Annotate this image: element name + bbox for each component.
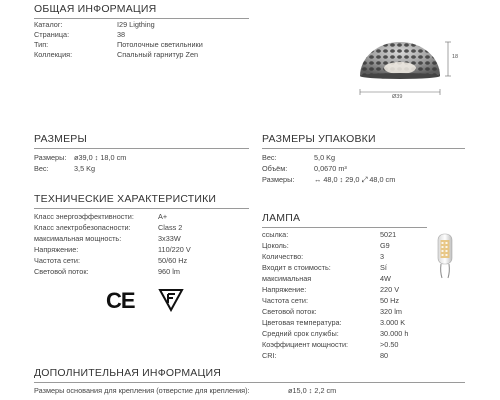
- lamp-label: ссылка:: [262, 230, 289, 239]
- lamp-value: 30.000 h: [380, 329, 409, 338]
- lamp-value: 3.000 K: [380, 318, 406, 327]
- lamp-value: Sí: [380, 263, 387, 272]
- bulb-image: [432, 232, 458, 284]
- packaging-label: Вес:: [262, 153, 277, 162]
- lamp-label: Средний срок службы:: [262, 329, 339, 338]
- technical-label: Класс электробезопасности:: [34, 223, 131, 232]
- lamp-label: Цветовая температура:: [262, 318, 342, 327]
- lamp-value: 3: [380, 252, 385, 261]
- dimensions-label: Размеры:: [34, 153, 67, 162]
- lamp-value: G9: [380, 241, 390, 250]
- dimensions-value: 3,5 Kg: [74, 164, 96, 173]
- general-label: Каталог:: [34, 20, 63, 29]
- ce-mark-icon: CE: [106, 288, 135, 313]
- lamp-divider: [262, 227, 427, 228]
- packaging-label: Объём:: [262, 164, 288, 173]
- technical-divider: [34, 208, 249, 209]
- general-divider: [34, 18, 249, 19]
- technical-label: Частота сети:: [34, 256, 80, 265]
- lamp-label: Частота сети:: [262, 296, 308, 305]
- packaging-value: 0,0670 m³: [314, 164, 347, 173]
- lamp-value: 80: [380, 351, 389, 360]
- lamp-value: 320 lm: [380, 307, 402, 316]
- lamp-label: максимальная: [262, 274, 312, 283]
- packaging-label: Размеры:: [262, 175, 295, 184]
- product-image: [340, 30, 460, 108]
- lamp-value: 4W: [380, 274, 391, 283]
- f-triangle-icon: [158, 288, 184, 312]
- height-dimension-label: 18: [452, 54, 459, 60]
- dimensions-label: Вес:: [34, 164, 49, 173]
- lamp-value: 220 V: [380, 285, 400, 294]
- lamp-value: 50 Hz: [380, 296, 400, 305]
- technical-title: ТЕХНИЧЕСКИЕ ХАРАКТЕРИСТИКИ: [34, 193, 217, 205]
- lamp-value: >0.50: [380, 340, 399, 349]
- technical-value: 110/220 V: [158, 245, 191, 254]
- technical-label: Световой поток:: [34, 267, 89, 276]
- additional-divider: [34, 382, 465, 383]
- additional-title: ДОПОЛНИТЕЛЬНАЯ ИНФОРМАЦИЯ: [34, 367, 221, 379]
- lamp-label: Цоколь:: [262, 241, 289, 250]
- packaging-value: ↔ 48,0 ↕ 29,0 ⤢ 48,0 cm: [314, 175, 396, 184]
- additional-value: ø15,0 ↕ 2,2 cm: [288, 386, 337, 395]
- general-label: Страница:: [34, 30, 70, 39]
- general-label: Тип:: [34, 40, 49, 49]
- lamp-label: Напряжение:: [262, 285, 307, 294]
- packaging-value: 5,0 Kg: [314, 153, 336, 162]
- technical-value: 50/60 Hz: [158, 256, 188, 265]
- lamp-label: CRI:: [262, 351, 277, 360]
- general-value: 38: [117, 30, 126, 39]
- lamp-label: Коэффициент мощности:: [262, 340, 349, 349]
- technical-label: максимальная мощность:: [34, 234, 122, 243]
- technical-value: 3x33W: [158, 234, 181, 243]
- general-title: ОБЩАЯ ИНФОРМАЦИЯ: [34, 3, 157, 15]
- additional-label: Размеры основания для крепления (отверстие для крепления):: [34, 386, 250, 395]
- technical-label: Класс энергоэффективности:: [34, 212, 134, 221]
- packaging-title: РАЗМЕРЫ УПАКОВКИ: [262, 133, 376, 145]
- general-value: Спальный гарнитур Zen: [117, 50, 199, 59]
- general-label: Коллекция:: [34, 50, 73, 59]
- lamp-value: 5021: [380, 230, 397, 239]
- lamp-label: Световой поток:: [262, 307, 317, 316]
- technical-label: Напряжение:: [34, 245, 79, 254]
- general-value: Потолочные светильники: [117, 40, 203, 49]
- dimensions-divider: [34, 148, 249, 149]
- diameter-dimension-label: Ø39: [392, 94, 403, 100]
- technical-value: Class 2: [158, 223, 183, 232]
- technical-value: A+: [158, 212, 168, 221]
- lamp-label: Входит в стоимость:: [262, 263, 331, 272]
- technical-value: 960 lm: [158, 267, 180, 276]
- dimensions-title: РАЗМЕРЫ: [34, 133, 87, 145]
- dimensions-value: ø39,0 ↕ 18,0 cm: [74, 153, 127, 162]
- packaging-divider: [262, 148, 465, 149]
- general-value: I29 Ligthing: [117, 20, 155, 29]
- lamp-title: ЛАМПА: [262, 212, 301, 224]
- lamp-label: Количество:: [262, 252, 304, 261]
